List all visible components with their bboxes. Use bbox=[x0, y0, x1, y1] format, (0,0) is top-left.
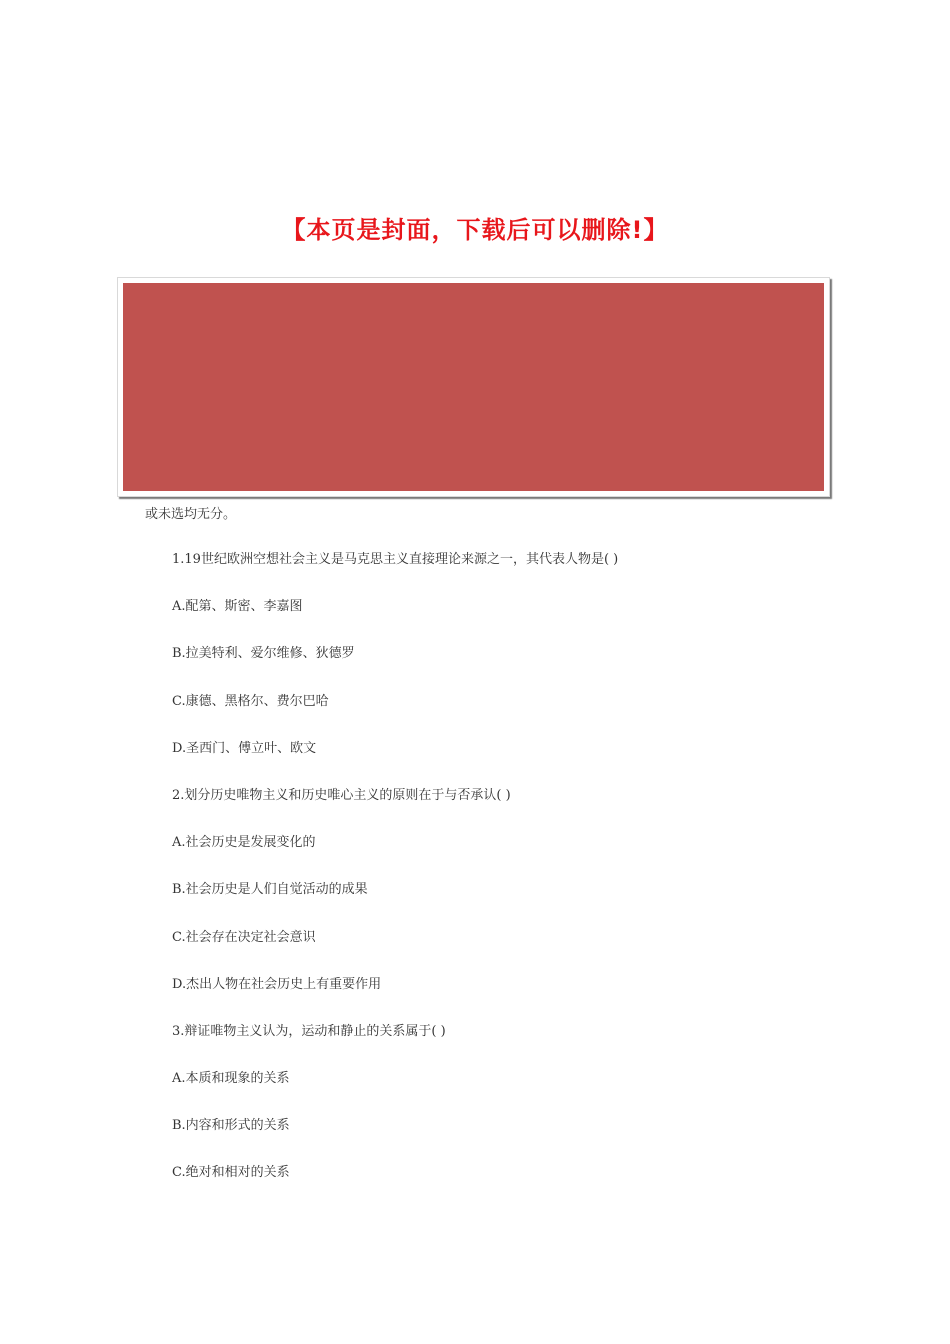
question-3-option-c: C.绝对和相对的关系 bbox=[172, 1165, 290, 1181]
question-3-option-a: A.本质和现象的关系 bbox=[172, 1071, 290, 1087]
question-2-option-d: D.杰出人物在社会历史上有重要作用 bbox=[172, 976, 382, 992]
question-1: 1.19世纪欧洲空想社会主义是马克思主义直接理论来源之一，其代表人物是( ) bbox=[172, 552, 619, 567]
cover-notice: 【本页是封面，下载后可以删除!】 bbox=[281, 216, 669, 244]
question-list bbox=[172, 550, 618, 1211]
question-2-option-c: C.社会存在决定社会意识 bbox=[172, 929, 316, 945]
cover-banner bbox=[117, 277, 830, 497]
question-1-option-c: C.康德、黑格尔、费尔巴哈 bbox=[172, 693, 329, 709]
question-1-option-d: D.圣西门、傅立叶、欧文 bbox=[172, 740, 317, 756]
cover-banner-fill bbox=[123, 283, 824, 491]
question-2-option-a: A.社会历史是发展变化的 bbox=[172, 835, 316, 851]
question-3-option-b: B.内容和形式的关系 bbox=[172, 1118, 290, 1134]
question-1-option-a: A.配第、斯密、李嘉图 bbox=[172, 599, 303, 615]
question-2-option-b: B.社会历史是人们自觉活动的成果 bbox=[172, 882, 368, 898]
intro-fragment: 或未选均无分。 bbox=[145, 507, 237, 522]
question-3: 3.辩证唯物主义认为，运动和静止的关系属于( ) bbox=[172, 1023, 446, 1039]
question-2: 2.划分历史唯物主义和历史唯心主义的原则在于与否承认( ) bbox=[172, 787, 511, 803]
question-1-option-b: B.拉美特利、爱尔维修、狄德罗 bbox=[172, 646, 355, 662]
